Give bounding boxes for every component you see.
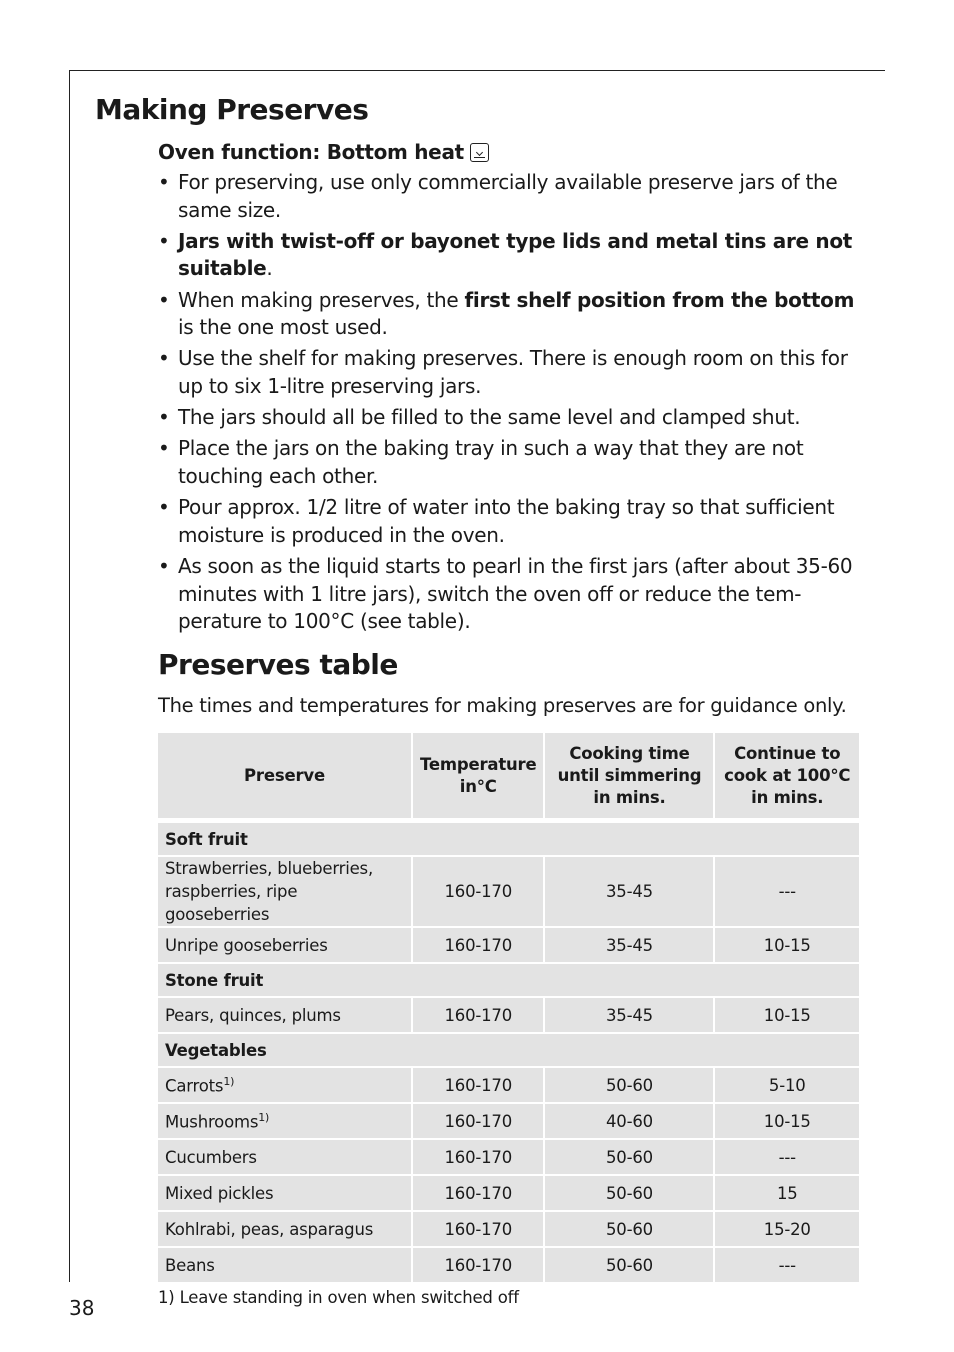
instruction-item (158, 435, 858, 490)
oven-function-label: Oven function: Bottom heat (158, 140, 464, 164)
preserve-name (158, 1068, 411, 1102)
table-row (158, 998, 859, 1032)
cooking-time-cell: 50-60 (545, 1140, 713, 1174)
cooking-time-cell: 35-45 (545, 928, 713, 962)
category-label: Vegetables (158, 1034, 859, 1066)
text: As soon as the liquid starts to pearl in the first jars (after about 35-60 minutes with 1 litre jars), switch the oven off or reduce the tem-perature to 100°C (see table). (178, 554, 853, 634)
preserve-name (158, 1140, 411, 1174)
text: Use the shelf for making preserves. There is enough room on this for up to six 1-litre preserving jars. (178, 346, 848, 398)
preserve-name-text: Pears, quinces, plums (165, 1005, 341, 1025)
table-row (158, 1104, 859, 1138)
cooking-time-cell: 50-60 (545, 1248, 713, 1282)
instruction-item (158, 553, 858, 636)
preserve-name-text: Cucumbers (165, 1147, 257, 1167)
footnote-marker: 1) (223, 1074, 235, 1088)
cooking-time-cell: 50-60 (545, 1212, 713, 1246)
table-header-row (158, 733, 859, 818)
table-row (158, 1140, 859, 1174)
text: Pour approx. 1/2 litre of water into the baking tray so that sufficient moisture is produced in the oven. (178, 495, 835, 547)
table-row (158, 1248, 859, 1282)
text: When making preserves, the (178, 287, 465, 312)
table-intro: The times and temperatures for making preserves are for guidance only. (158, 694, 847, 717)
instruction-item (158, 494, 858, 549)
header-continue-cook: Continue to cook at 100°C in mins. (715, 733, 859, 818)
instruction-item (158, 169, 858, 224)
instruction-list (158, 169, 858, 639)
text: is the one most used. (178, 315, 388, 340)
category-row (158, 823, 859, 855)
temperature-cell: 160-170 (413, 1176, 543, 1210)
preserve-name-text: Mixed pickles (165, 1183, 274, 1203)
preserve-name-text: Beans (165, 1255, 215, 1275)
text: The jars should all be filled to the same level and clamped shut. (178, 405, 801, 430)
oven-function (158, 140, 489, 164)
footnote: 1) Leave standing in oven when switched off (158, 1288, 519, 1307)
table-row (158, 1176, 859, 1210)
text: Place the jars on the baking tray in such a way that they are not touching each other. (178, 436, 804, 488)
temperature-cell: 160-170 (413, 1104, 543, 1138)
footnote-marker: 1) (258, 1110, 270, 1124)
preserve-name (158, 1248, 411, 1282)
temperature-cell: 160-170 (413, 1140, 543, 1174)
preserve-name-text: Mushrooms (165, 1112, 259, 1132)
preserve-name (158, 1212, 411, 1246)
temperature-cell: 160-170 (413, 1068, 543, 1102)
page-number: 38 (69, 1296, 95, 1320)
temperature-cell: 160-170 (413, 857, 543, 926)
cooking-time-cell: 50-60 (545, 1068, 713, 1102)
table-row (158, 1212, 859, 1246)
preserve-name (158, 998, 411, 1032)
instruction-item (158, 287, 858, 342)
continue-cook-cell: 15 (715, 1176, 859, 1210)
category-label: Soft fruit (158, 823, 859, 855)
top-rule (69, 70, 885, 71)
cooking-time-cell: 40-60 (545, 1104, 713, 1138)
category-label: Stone fruit (158, 964, 859, 996)
header-preserve: Preserve (158, 733, 411, 818)
bottom-heat-icon (470, 143, 489, 162)
text: For preserving, use only commercially available preserve jars of the same size. (178, 170, 838, 222)
header-gap (158, 820, 859, 821)
continue-cook-cell: 10-15 (715, 998, 859, 1032)
table-row (158, 928, 859, 962)
preserves-table (156, 731, 861, 1284)
continue-cook-cell: --- (715, 1248, 859, 1282)
continue-cook-cell: 5-10 (715, 1068, 859, 1102)
continue-cook-cell: --- (715, 1140, 859, 1174)
cooking-time-cell: 35-45 (545, 857, 713, 926)
category-row (158, 1034, 859, 1066)
temperature-cell: 160-170 (413, 928, 543, 962)
temperature-cell: 160-170 (413, 1212, 543, 1246)
preserve-name-text: Unripe gooseberries (165, 935, 328, 955)
temperature-cell: 160-170 (413, 1248, 543, 1282)
preserve-name (158, 857, 411, 926)
cooking-time-cell: 35-45 (545, 998, 713, 1032)
preserve-name (158, 1176, 411, 1210)
table-heading: Preserves table (158, 648, 398, 681)
category-row (158, 964, 859, 996)
continue-cook-cell: 10-15 (715, 928, 859, 962)
preserve-name-text: Kohlrabi, peas, asparagus (165, 1219, 374, 1239)
preserve-name-text: Carrots (165, 1076, 224, 1096)
table-row (158, 1068, 859, 1102)
preserve-name (158, 928, 411, 962)
page-heading: Making Preserves (95, 93, 369, 126)
instruction-item (158, 345, 858, 400)
continue-cook-cell: --- (715, 857, 859, 926)
table-row (158, 857, 859, 926)
cooking-time-cell: 50-60 (545, 1176, 713, 1210)
continue-cook-cell: 10-15 (715, 1104, 859, 1138)
text: . (266, 256, 273, 281)
instruction-item (158, 404, 858, 432)
instruction-item (158, 228, 858, 283)
bold-text: Jars with twist-off or bayonet type lids and metal tins are not suitable (178, 228, 853, 281)
preserve-name (158, 1104, 411, 1138)
header-cooking-time: Cooking time until simmering in mins. (545, 733, 713, 818)
bold-text: first shelf position from the bottom (464, 287, 855, 312)
temperature-cell: 160-170 (413, 998, 543, 1032)
header-temperature: Temperature in°C (413, 733, 543, 818)
left-rule (69, 70, 70, 1282)
preserve-name-text: Strawberries, blueberries, raspberries, ripe gooseberries (165, 859, 374, 924)
continue-cook-cell: 15-20 (715, 1212, 859, 1246)
